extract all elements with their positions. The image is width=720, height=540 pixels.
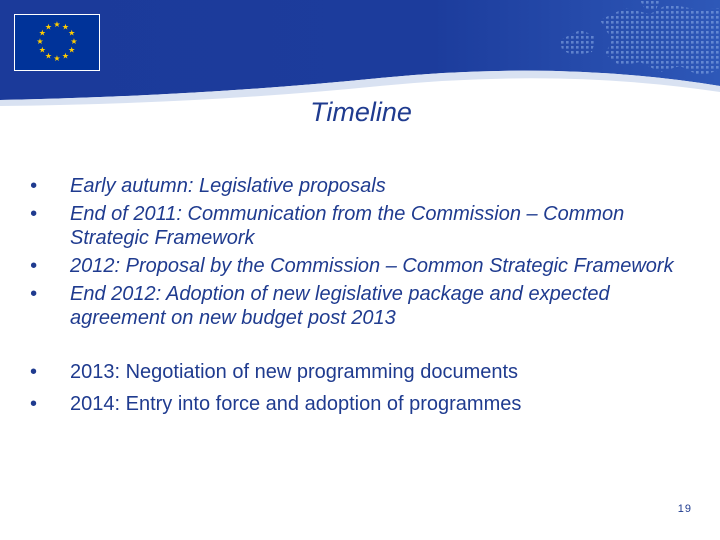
svg-text:★: ★: [44, 51, 53, 61]
list-item-text: 2013: Negotiation of new programming documents: [70, 361, 519, 383]
svg-text:★: ★: [53, 54, 61, 63]
bullet-list-primary: [30, 174, 690, 330]
svg-text:★: ★: [70, 37, 78, 46]
list-item-text: End of 2011: Communication from the Commission – Common Strategic Framework: [70, 203, 625, 249]
slide-title-text: Timeline: [310, 97, 412, 127]
svg-text:★: ★: [38, 28, 46, 38]
slide-content: [30, 174, 690, 424]
bullet-icon: •: [30, 283, 38, 305]
svg-text:★: ★: [68, 45, 76, 55]
svg-text:★: ★: [38, 45, 46, 55]
svg-text:★: ★: [68, 28, 76, 38]
list-item: [30, 282, 690, 330]
slide-title: [0, 94, 720, 130]
bullet-icon: •: [30, 255, 38, 277]
list-item: [30, 202, 690, 250]
eu-stars-icon: [15, 15, 99, 70]
list-item: [30, 174, 690, 198]
bullet-icon: •: [30, 393, 38, 415]
list-item-text: End 2012: Adoption of new legislative package and expected agreement on new budget post 2013: [70, 283, 610, 329]
svg-text:★: ★: [44, 22, 53, 32]
svg-text:★: ★: [53, 20, 61, 29]
bullet-list-secondary: [30, 360, 690, 416]
list-item: [30, 254, 690, 278]
page-number: 19: [677, 503, 692, 515]
list-item-text: Early autumn: Legislative proposals: [70, 175, 386, 197]
list-item: [30, 360, 690, 384]
svg-text:★: ★: [61, 51, 70, 61]
list-item: [30, 392, 690, 416]
bullet-icon: •: [30, 175, 38, 197]
list-item-text: 2014: Entry into force and adoption of programmes: [70, 393, 522, 415]
list-item-text: 2012: Proposal by the Commission – Common Strategic Framework: [70, 255, 674, 277]
bullet-icon: •: [30, 203, 38, 225]
eu-flag-logo: [14, 14, 100, 71]
svg-text:★: ★: [61, 22, 70, 32]
svg-text:★: ★: [36, 37, 44, 46]
bullet-icon: •: [30, 361, 38, 383]
